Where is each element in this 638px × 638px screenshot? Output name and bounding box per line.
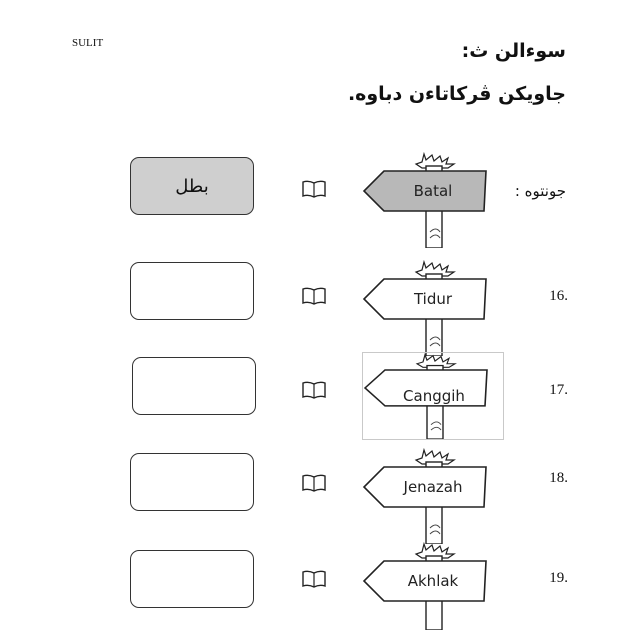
sulit-label: SULIT — [72, 37, 104, 49]
answer-box-16[interactable] — [130, 262, 254, 320]
question-number-19: 19. — [549, 570, 568, 586]
signpost-icon — [362, 448, 498, 544]
question-number-18: 18. — [549, 470, 568, 486]
signpost-19 — [362, 542, 498, 638]
example-answer-text: بطل — [175, 175, 209, 197]
example-label: جونتوه : — [514, 182, 566, 200]
question-row-17 — [0, 352, 638, 442]
signpost-18 — [362, 448, 498, 544]
sign-word-18: Jenazah — [403, 478, 463, 496]
question-row-18 — [0, 448, 638, 538]
sign-word-19: Akhlak — [407, 572, 459, 590]
example-row — [0, 152, 638, 242]
question-row-16 — [0, 258, 638, 348]
question-title: سوءالن ث: — [461, 40, 566, 62]
signpost-icon — [362, 260, 498, 356]
signpost-16 — [362, 260, 498, 356]
question-number-16: 16. — [549, 288, 568, 304]
book-icon — [302, 180, 326, 198]
signpost-17 — [362, 352, 504, 440]
example-answer-box — [130, 157, 254, 215]
book-icon — [302, 474, 326, 492]
book-icon — [302, 381, 326, 399]
sign-word-16: Tidur — [413, 290, 453, 308]
example-sign-word: Batal — [413, 182, 453, 200]
question-instruction: جاويكن ڤركاتاءن دباوه. — [347, 83, 566, 105]
answer-box-18[interactable] — [130, 453, 254, 511]
example-signpost — [362, 152, 498, 248]
question-number-17: 17. — [549, 382, 568, 398]
sign-word-17: Canggih — [403, 387, 465, 405]
answer-box-19[interactable] — [130, 550, 254, 608]
answer-box-17[interactable] — [132, 357, 256, 415]
signpost-icon — [362, 152, 498, 248]
book-icon — [302, 287, 326, 305]
book-icon — [302, 570, 326, 588]
question-row-19 — [0, 542, 638, 632]
